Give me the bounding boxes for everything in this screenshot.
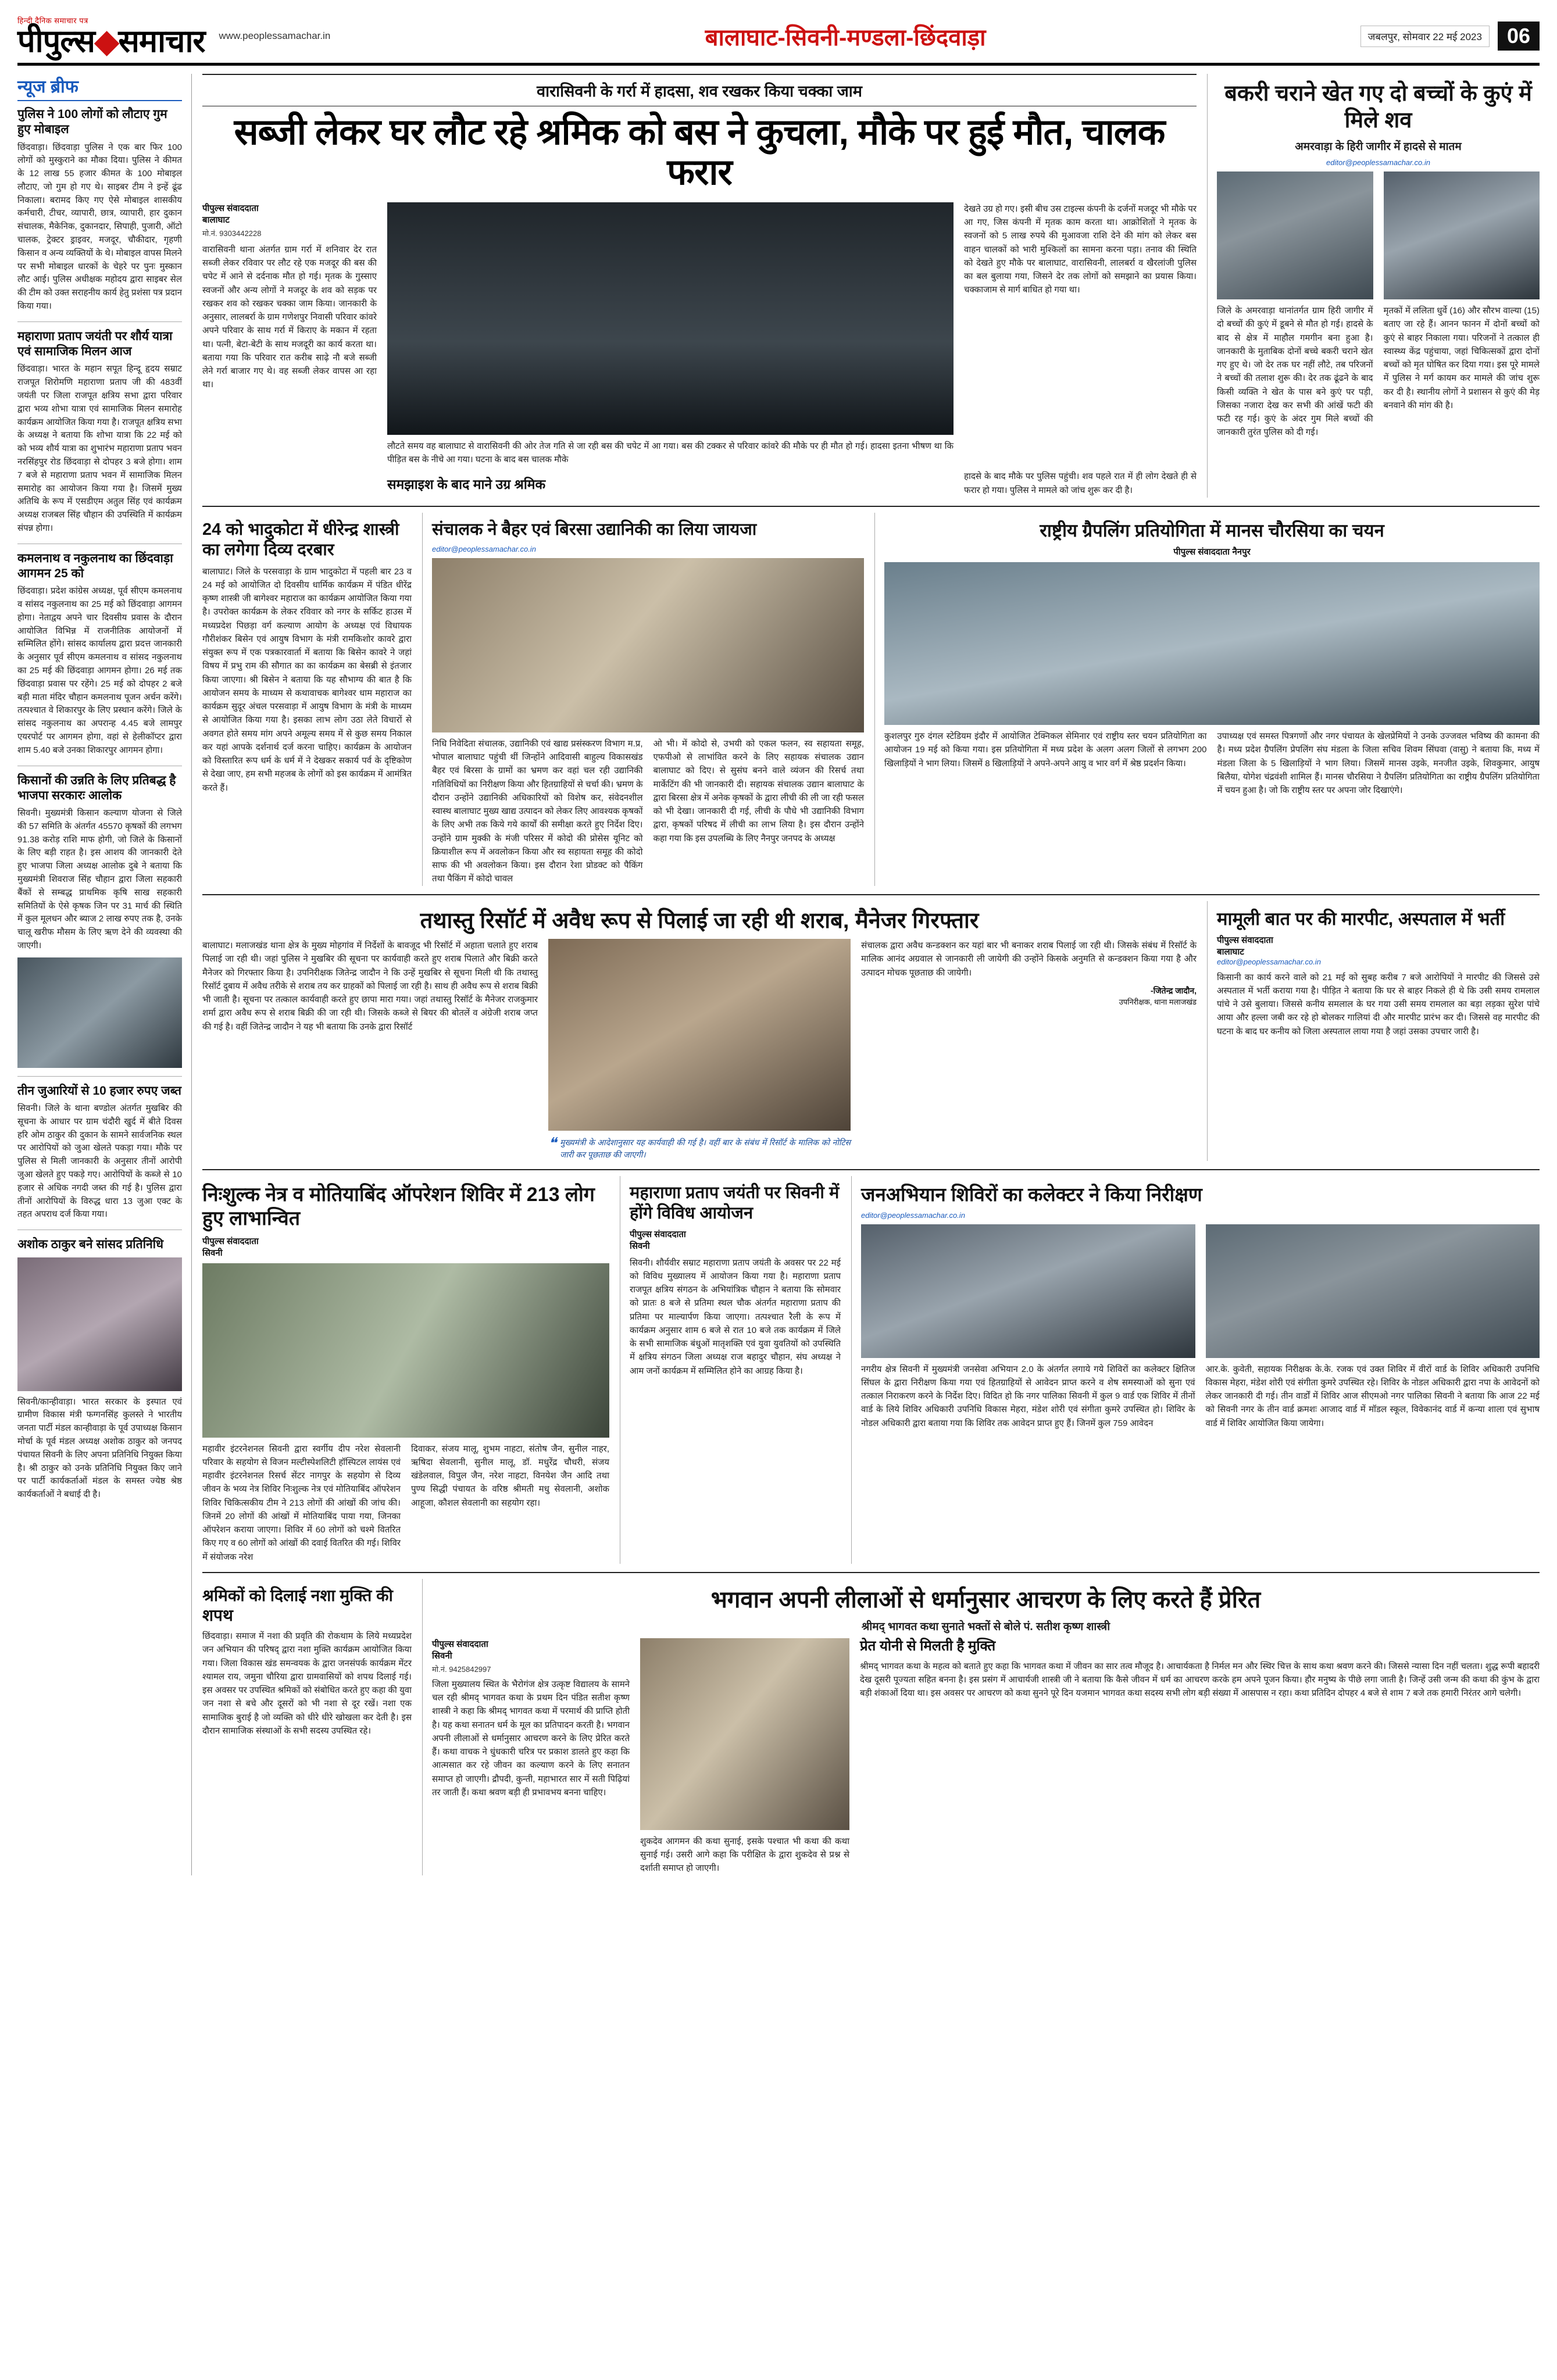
masthead-title: पीपुल्स◆समाचार [17, 24, 205, 59]
grappling-story[interactable] [874, 513, 1540, 886]
eye-camp-byline: पीपुल्स संवाददाता [202, 1236, 259, 1246]
brief-title: पुलिस ने 100 लोगों को लौटाए गुम हुए मोबाइल [17, 108, 167, 137]
lead-body-col3: देखते उग्र हो गए। इसी बीच उस टाइल्स कंपनी के दर्जनों मजदूर भी मौके पर आ गए, जिस कंपनी में मृतक काम करता था। आक्रोशितों ने मृतक के स्वजनों को 5 लाख रुपये की मुआवजा राशि देने की मांग को लेकर बस वाहन चालकों को भारी मुश्किलों का सामना करना पड़ा। तनाव की स्थिति को देखते हुए मौके पर बालाघाट, वारासिवनी, लालबर्रा व खैरलांजी पुलिस का बल बुलाया गया, जिसने देर तक लोगों को समझाने का प्रयास किया। चक्काजाम से मार्ग बाधित हो गया था। [964, 203, 1197, 295]
lead-sub-body: हादसे के बाद मौके पर पुलिस पहुंची। शव पहले रात में ही लोग देखते ही से फरार हो गया। पुलिस ने मामले को जांच शुरू कर दी है। [964, 471, 1197, 495]
eye-camp-body-col2: दिवाकर, संजय मालू, शुभम नाहटा, संतोष जैन, सुनील नाहर, ऋषिदा सेवलानी, सुनील मालू, डॉ. मधुरेंद्र चौधरी, संजय खंडेलवाल, विपुल जैन, नरेश नाहटा, विनयेश जैन आदि तथा पुण्य सिद्धी पंचायत के वरिष्ठ श्रीमती मधु सेवलानी, अशोक आहूजा, कौशल सेवलानी का सहयोग रहा। [411, 1443, 609, 1508]
masthead-website[interactable]: www.peoplessamachar.in [219, 30, 331, 41]
well-deaths-body [1217, 304, 1540, 439]
grappling-body [884, 730, 1540, 797]
grappling-photo [884, 562, 1540, 725]
katha-head: भगवान अपनी लीलाओं से धर्मानुसार आचरण के लिए करते हैं प्रेरित [710, 1586, 1261, 1613]
resort-raid-head: तथास्तु रिसॉर्ट में अवैध रूप से पिलाई जा रही थी शराब, मैनेजर गिरफ्तार [420, 908, 979, 933]
lead-headline: सब्जी लेकर घर लौट रहे श्रमिक को बस ने कुचला, मौके पर हुई मौत, चालक फरार [234, 112, 1165, 193]
masthead [17, 15, 1540, 66]
brief-photo-ashok-thakur [17, 1257, 182, 1391]
eye-camp-photo [202, 1263, 609, 1438]
brief-body: सिवनी/कान्हीवाड़ा। भारत सरकार के इस्पात एवं ग्रामीण विकास मंत्री फग्गनसिंह कुलस्ते ने भारतीय जनता पार्टी मंडल कान्हीवाड़ा के पूर्व उपाध्यक्ष किसान मोर्चा के पूर्व मंडल अध्यक्ष अशोक ठाकुर को जनपद पंचायत सिवनी के लिए अपना प्रतिनिधि नियुक्त किया है। श्री ठाकुर को उनके प्रतिनिधि नियुक्त किए जाने पर पार्टी कार्यकर्ताओं मंडल के समस्त ज्येष्ठ श्रेष्ठ कार्यकर्ताओं ने बधाई दी है। [17, 1396, 182, 1500]
eye-camp-byline-place: सिवनी [202, 1248, 223, 1258]
resort-raid-quote-text: मुख्यमंत्री के आदेशानुसार यह कार्यवाही की गई है। वहीं बार के संबंध में रिसॉर्ट के मालिक को नोटिस जारी कर पूछताछ की जाएगी। [560, 1138, 851, 1160]
well-body-col2: मृतकों में ललिता धुर्वे (16) और सौरभ वाल्या (15) बताए जा रहे हैं। आनन फानन में दोनों बच्चों को कुएं से बाहर निकाला गया। परिजनों ने तत्काल ही स्वास्थ्य केंद्र पहुंचाया, जहां चिकित्सकों द्वारा दोनों बच्चों को मृत घोषित कर दिया गया। इस पूरे मामले में पुलिस ने मर्ग कायम कर मामले की जांच शुरू कर दी है। स्थानीय लोगों ने प्रशासन से कुएं की मेड़ बनवाने की मांग की है। [1383, 306, 1540, 410]
director-visit-photo [432, 558, 864, 732]
masthead-editions [341, 20, 1349, 52]
minor-fight-byline-place: बालाघाट [1217, 946, 1244, 957]
news-brief-heading: न्यूज ब्रीफ [17, 74, 182, 101]
resort-raid-story[interactable] [202, 901, 1197, 1162]
brief-title: किसानों की उन्नति के लिए प्रतिबद्ध है भाजपा सरकारः आलोक [17, 773, 176, 802]
lead-body-col2: लौटते समय वह बालाघाट से वारासिवनी की ओर तेज गति से जा रही बस की चपेट में आ गया। बस की टक्कर से परिवार कांवरे की मौके पर ही मौत हो गई। हादसा इतना भीषण था कि पीड़ित बस के नीचे आ गया। घटना के बाद बस चालक मौके [387, 441, 954, 465]
lead-byline-place: बालाघाट [202, 215, 230, 225]
inspection-photos [861, 1224, 1540, 1358]
well-deaths-story[interactable] [1207, 74, 1540, 498]
director-visit-story[interactable] [422, 513, 864, 886]
well-deaths-head: बकरी चराने खेत गए दो बच्चों के कुएं में मिले शव [1224, 81, 1532, 133]
director-body-col2: ओ भी। में कोदो से, उभयी को एकल फलन, स्व सहायता समूह, एफपीओ से लाभांवित करने के लिए सहायक संचालक उद्यान बालाघाट को दिए। से सुसंघ बनने वाले व्यंजन की रिसर्च तथा मार्केटिंग की भी जानकारी दी। सहायक संचालक उद्यान बालाघाट के द्वारा बिरसा क्षेत्र में अनेक कृषकों के द्वारा लीची की ली जा रही फसल को भी देखा। जानकारी दी गई, लीची के पौधे भी उद्यानिकी विभाग द्वारा, कृषकों परिषद में लीची का लाभ लिया है। इस दौरान उन्होंने कहा गया कि इस उपलब्धि के लिए नैनपुर जनपद के अध्यक्ष [653, 738, 864, 844]
lead-body-grid [202, 202, 1197, 467]
katha-deck: श्रीमद् भागवत कथा सुनाते भक्तों से बोले पं. सतीश कृष्ण शास्त्री [861, 1620, 1110, 1633]
brief-photo-alok [17, 957, 182, 1068]
resort-raid-quote [548, 1134, 851, 1161]
katha-byline-place: सिवनी [432, 1650, 452, 1661]
lead-body-col1: वारासिवनी थाना अंतर्गत ग्राम गर्रा में शनिवार देर रात सब्जी लेकर रविवार पर लौट रहे एक मजदूर की बस की चपेट में आने से दर्दनाक मौत हो गई। मृतक के गुस्साए स्वजनों और अन्य लोगों ने मजदूर के शव को सड़क पर रखकर शव को रखकर चक्का जाम किया। जानकारी के अनुसार, लालबर्रा के ग्राम गणेशपुर निवासी परिवार कांवरे अपने परिवार के साथ गर्रा में किराए के मकान में रहता था। पत्नी, बेटा-बेटी के साथ मजदूरी का कार्य करता था। बताया गया कि परिवार रात करीब साढ़े नौ बजे सब्जी लेने गर्रा बाजार गए थे। वह सब्जी लेकर वापस आ रहा था। [202, 244, 377, 390]
lead-photo [387, 202, 954, 435]
inspection-body [861, 1363, 1540, 1430]
inspection-photo-2 [1206, 1224, 1540, 1358]
resort-sign-role: उपनिरीक्षक, थाना मलाजखंड [1119, 997, 1197, 1006]
well-deaths-deck: अमरवाड़ा के हिरी जागीर में हादसे से मातम [1295, 141, 1462, 153]
brief-item[interactable] [17, 1237, 182, 1502]
pratap-jayanti-story[interactable] [620, 1176, 841, 1564]
minor-fight-head: मामूली बात पर की मारपीट, अस्पताल में भर्ती [1217, 908, 1505, 929]
pratap-byline: पीपुल्स संवाददाता [630, 1229, 686, 1239]
lead-sub-head: समझाइश के बाद माने उग्र श्रमिक [387, 477, 546, 492]
katha-body-col2: शुकदेव आगमन की कथा सुनाई, इसके पश्चात भी कथा की कथा सुनाई गई। उसरी आगे कहा कि परीक्षित के द्वारा शुकदेव से प्रश्न से दर्शाती समाप्त हो जाएगी। [640, 1836, 849, 1874]
katha-photo [640, 1638, 849, 1830]
brief-body: सिवनी। जिले के थाना बण्डोल अंतर्गत मुखबिर की सूचना के आधार पर ग्राम चंदौरी खुर्द में बीते दिवस हरि ओम ठाकुर की दुकान के सामने सार्वजनिक स्थल पर आरोपियों को जुआ खेलते पकड़ा गया। मौके पर पुलिस से मिली जानकारी के अनुसार तीनों आरोपी जुआ खेलते हुए पकड़े गए। आरोपियों के कब्जे से 10 हजार से अधिक नगदी जब्त की गई है। पुलिस द्वारा तीनों आरोपियों के विरुद्ध धारा 13 जुआ एक्ट के तहत अपराध दर्ज किया गया। [17, 1103, 182, 1220]
bhadkota-story[interactable] [202, 513, 412, 886]
brief-item[interactable] [17, 773, 182, 1068]
resort-raid-photo [548, 939, 851, 1131]
grappling-body-col1: कुशलपुर गुरु दंगल स्टेडियम इंदौर में आयोजित टेक्निकल सेमिनार एवं राष्ट्रीय स्तर चयन प्रतियोगिता का आयोजन 19 मई को किया गया। इस प्रतियोगिता में मध्य प्रदेश के अलग अलग जिलों से लगभग 200 खिलाड़ियों ने भाग लिया। जिसमें 8 खिलाड़ियों ने अपने-अपने आयु व भार वर्ग में श्रेष्ठ प्रदर्शन किया। [884, 731, 1207, 769]
brief-item[interactable] [17, 1084, 182, 1221]
well-body-col1: जिले के अमरवाड़ा थानांतर्गत ग्राम हिरी जागीर में दो बच्चों की कुएं में डूबने से मौत हो गई। हादसे के बाद से क्षेत्र में माहौल गमगीन बना हुआ है। जानकारी के मुताबिक दोनों बच्चे बकरी चराने खेत गए हुए थे। जो देर तक घर नहीं लौटे, तब परिजनों ने बच्चों की तलाश शुरू की। देर तक ढूंढने के बाद किसी व्यक्ति ने खेत के पास बने कुएं पर पड़ी, जिसका नजारा देख कर सभी की आंखें फटी की फटी रह गई। कुएं के अंदर गुम मिले बच्चों की जानकारी तुरंत पुलिस को दी गई। [1217, 306, 1373, 438]
pratap-jayanti-head: महाराणा प्रताप जयंती पर सिवनी में होंगे विविध आयोजन [630, 1184, 840, 1223]
quote-icon: ❝ [548, 1134, 556, 1152]
well-deaths-photos [1217, 171, 1540, 299]
masthead-editions-text: बालाघाट-सिवनी-मण्डला-छिंदवाड़ा [705, 24, 986, 51]
eye-camp-body [202, 1442, 609, 1564]
brief-title: महाराणा प्रताप जयंती पर शौर्य यात्रा एवं सामाजिक मिलन आज [17, 329, 173, 359]
lead-byline: पीपुल्स संवाददाता [202, 203, 259, 213]
brief-body: छिंदवाड़ा। प्रदेश कांग्रेस अध्यक्ष, पूर्व सीएम कमलनाथ व सांसद नकुलनाथ का 25 मई को छिंदवाड़ा आगमन होगा। नेताद्वय अपने चार दिवसीय प्रवास के दौरान आयोजित विभिन्न में राजनीतिक आयोजनों में सम्मिलित होंगे। सांसद कार्यालय द्वारा प्रदत्त जानकारी के अनुसार पूर्व सीएम कमलनाथ व सांसद नकुलनाथ का 25 मई की छिंदवाड़ा आगमन होगा। 26 मई तक छिंदवाड़ा प्रवास पर रहेंगे। 25 मई को दोपहर 2 बजे बड़ी माता मंदिर चौहान कमलनाथ पूजन अर्चन करेंगे। तत्पश्चात वे शिकारपुर के लिए प्रस्थान करेंगे। जिले के सांसद नकुलनाथ का अपरान्ह 4.45 बजे लामपुर एयरपोर्ट पर आगमन होगा, वहां से हेलीकॉप्टर द्वारा शाम 5.40 बजे उनका शिकारपुर आगमन होगा। [17, 586, 182, 755]
inspection-photo-1 [861, 1224, 1195, 1358]
minor-fight-byline: पीपुल्स संवाददाता [1217, 935, 1273, 945]
pledge-head: श्रमिकों को दिलाई नशा मुक्ति की शपथ [202, 1586, 393, 1624]
katha-body-col3: श्रीमद् भागवत कथा के महत्व को बताते हुए कहा कि भागवत कथा में जीवन का सार तत्व मौजूद है। आचार्यकता है निर्मल मन और स्थिर चित्त के साथ कथा श्रवण करने की। जिससे न्यासा दिन नहीं चलता। शुद्ध रूपी बहादरी देख दूसरी पूज्यता सहित बनना है। इस प्रसंग में आचार्यजी शास्त्री जी ने बताया कि कैसे जीवन में धर्म का आचरण करके हम अपने पूजन किया। हौर मनुष्य के पीछे लगा जाती है। जिन्हें उसी जन्म की कथा की कुंभ के द्वारा बड़ी शंकाओं दिया था। इस अवसर पर आचरण को कथा सुनने पूरे दिन यजमान भागवत कथा सदस्य सभी लोग बड़ी संख्या में आसपास न रहा। कथा प्रतिदिन दोपहर 4 बजे से शाम 7 बजे तक हमारी निरंतर आगे चलेगी। [860, 1661, 1540, 1699]
resort-raid-signoff [861, 985, 1197, 1007]
katha-body-col1: जिला मुख्यालय स्थित के भैरोगंज क्षेत्र उत्कृष्ट विद्यालय के सामने चल रही श्रीमद् भागवत कथा के प्रथम दिन पंडित सतीश कृष्ण शास्त्री ने कहा कि श्रीमद् भागवत कथा में परमार्थ की प्राप्ति होती है। यह कथा सनातन धर्म के मूल का प्रतिपादन करती है। भगवान अपनी लीलाओं से धर्मानुसार आचरण करने के लिए प्रेरित करते हैं। कथा वाचक ने धुंधकारी चरित्र पर प्रकाश डालते हुए कहा कि आत्मसात कर रहे जीवन का कल्याण करने के लिए सनातन समाप्त हो जाएगी। द्रौपदी, कुन्ती, महाभारत सार में सती पिढ़ियां तर जाती हैं। कथा श्रवण बड़ी ही प्रभावभय बनना चाहिए। [432, 1679, 630, 1797]
lead-col-2 [387, 202, 954, 467]
katha-grid [432, 1638, 1540, 1875]
third-row [202, 894, 1540, 1162]
bhadkota-head: 24 को भादुकोटा में धीरेन्द्र शास्त्री का लगेगा दिव्य दरबार [202, 520, 399, 559]
masthead-tagline: हिन्दी दैनिक समाचार पत्र [17, 16, 88, 25]
eye-camp-head: निःशुल्क नेत्र व मोतियाबिंद ऑपरेशन शिविर में 213 लोग हुए लाभान्वित [202, 1184, 595, 1230]
minor-fight-body: किसानी का कार्य करने वाले को 21 मई को सुबह करीब 7 बजे आरोपियों ने मारपीट की जिससे उसे अस्पताल में भर्ती कराया गया है। पीड़ित ने बताया कि घर से बाहर निकले ही थे कि उसी समय रामलाल पांचे ने उसे बुलाया। जिससे कनीय समलाल के घर गया उसी समय रामलाल का बड़ा लड़का सुरेश पांचे आया और हल्ला जबी कर रहे हो बोलकर गालियां दी और मारपीट प्रारंभ कर दी। जिससे वह मारपीट की घटना के बाद घर कनीय को जिला अस्पताल लाया गया है जहां उसका उपचार जारी है। [1217, 972, 1540, 1037]
well-deaths-email[interactable]: editor@peoplessamachar.co.in [1326, 158, 1430, 167]
well-photo-1 [1217, 171, 1373, 299]
masthead-logo [17, 15, 205, 57]
lead-col-3 [964, 202, 1197, 467]
lead-subsection [202, 470, 1197, 498]
minor-fight-email[interactable]: editor@peoplessamachar.co.in [1217, 957, 1321, 966]
lead-col-1 [202, 202, 377, 467]
masthead-right [1360, 22, 1540, 51]
page-number: 06 [1498, 22, 1540, 51]
inspection-story[interactable] [851, 1176, 1540, 1564]
brief-item[interactable] [17, 329, 182, 535]
bhadkota-body: बालाघाट। जिले के परसवाड़ा के ग्राम भादुकोटा में पहली बार 23 व 24 मई को आयोजित दो दिवसीय धार्मिक कार्यक्रम में पंडित धीरेंद्र कृष्ण शास्त्री जी बागेश्वर महाराज का कार्यक्रम आयोजित किया गया है। उपरोक्त कार्यक्रम के लेकर रविवार को नगर के सर्किट हाउस में मध्यप्रदेश पिछड़ा वर्ग कल्याण आयोग के अध्यक्ष एवं विधायक गौरीशंकर बिसेन एवं आयुष विभाग के मंत्री रामकिशोर कावरे द्वारा संयुक्त रूप में एक पत्रकारवार्ता में बताया कि बिसेन कावरे ने जहां विषय में प्रभु राम की सौगात का का कार्यक्रम का बेसब्री से इंतजार किया जाएगा। श्री बिसेन ने बताया कि यह सौभाग्य की बात है कि आयोजन समय के माध्यम से कथावाचक बागेश्वर धाम महाराज का कार्यक्रम सुदूर अंचल परसवाड़ा में आयुष विभाग के मंत्री के माध्यम से आयोजित किया गया है। इसका लाभ लोग उठा लेते विचारों से अवगत होते समय मांग अपने अमूल्य समय में से कुछ समय निकाल कर यहां आपके दर्शनार्थ दर्ज करना चाहिए। कार्यक्रम के आयोजन को विस्तारित रूप धर्म के धर्म में ने देखकर सकार्य पर्व के दृष्टिकोण से देखा जाए, हम सभी महजब के लोगों को इस कार्यक्रम में आमंत्रित करते हैं। [202, 566, 412, 793]
resort-raid-grid [202, 939, 1197, 1161]
pratap-byline-place: सिवनी [630, 1241, 650, 1251]
director-visit-email[interactable]: editor@peoplessamachar.co.in [432, 544, 536, 553]
masthead-title-part2: समाचार [118, 24, 205, 59]
brief-title: अशोक ठाकुर बने सांसद प्रतिनिधि [17, 1238, 164, 1252]
brief-body: छिंदवाड़ा। भारत के महान सपूत हिन्दू हृदय सम्राट राजपूत शिरोमणि महाराणा प्रताप जी की 483वीं जयंती पर जिला राजपूत क्षत्रिय सभा द्वारा परिवार द्वारा भव्य शोभा यात्रा एवं सामाजिक मिलन समारोह कार्यक्रम आयोजित किया गया है। राजपूत क्षत्रिय सभा के अध्यक्ष ने बताया कि शोभा यात्रा कि 22 मई को को भव्य शौर्य यात्रा का शुभारंभ महाराणा प्रताप भवन नरसिंहपुर रोड छिंदवाड़ा से दोपहर 3 बजे होगा। शाम 7 बजे से महाराणा प्रताप भवन में सामाजिक मिलन समारोह का आयोजन किया गया है। जिसमें मुख्य अतिथि के रूप में एसडीएम अतुल सिंह एवं कार्यक्रम अध्यक्ष राजबल सिंह चौहान की उपस्थिति में कार्यक्रम संपन्न होगा। [17, 364, 182, 533]
grappling-head: राष्ट्रीय ग्रैपलिंग प्रतियोगिता में मानस चौरसिया का चयन [1040, 520, 1384, 541]
main-content-column [192, 74, 1540, 1875]
brief-title: कमलनाथ व नकुलनाथ का छिंदवाड़ा आगमन 25 को [17, 551, 173, 580]
director-body-col1: निधि निवेदिता संचालक, उद्यानिकी एवं खाद्य प्रसंस्करण विभाग म.प्र, भोपाल बालाघाट पहुंची थीं जिन्होंने आदिवासी बाहुल्य विकासखंड बैहर एवं बिरसा के ग्रामों का भ्रमण कर वहां चल रही उद्यानिकी गतिविधियों का निरीक्षण किया और हितग्राहियों से चर्चा की। भ्रमण के दौरान उन्होंने उद्यानिकी अधिकारियों को विशेष कर, संवेदनशील स्वास्थ बालाघाट मुख्य खाद्य उत्पादन को लेकर लिए आवश्यक कृषकों के लिए अभी तक किये गये कार्यों की समीक्षा करते हुए निर्देश दिए। उन्होंने ग्राम मुक्की के मंजी परिसर में कोदो की प्रोसेस यूनिट को क्रियाशील रूप में अवलोकन किया और स्व सहायता समूह की कोदो साफ की भी अवलोकन किया। इस दौरान रेशा प्रोडक्ट को पैकिंग तथा पैकिंग में कोदो चावल [432, 738, 643, 884]
news-brief-column [17, 74, 192, 1875]
katha-byline: पीपुल्स संवाददाता [432, 1639, 488, 1649]
inspection-email[interactable]: editor@peoplessamachar.co.in [861, 1210, 965, 1220]
brief-body: सिवनी। मुख्यमंत्री किसान कल्याण योजना से जिले की 57 समिति के अंतर्गत 45570 कृषकों की लगभग 91.38 करोड़ राशि माफ होगी, जो जिले के किसानों के लिए बड़ी राहत है। इस आशय की जानकारी देते हुए भाजपा जिला अध्यक्ष आलोक दुबे ने बताया कि मुख्यमंत्री शिवराज सिंह चौहान द्वारा जिला सहकारी बैंकों से सम्बद्ध प्राथमिक कृषि साख सहकारी समितियों के ऐसे कृषक जिन पर 31 मार्च की स्थिति में कुल मूलधन और ब्याज 2 लाख रुपए तक है, उनके चालू खरीफ मौसम के लिए ऋण देने की व्यवस्था की जाएगी। [17, 808, 182, 951]
lead-story[interactable] [202, 74, 1197, 498]
second-row [202, 506, 1540, 886]
resort-body-col2: संचालक द्वारा अवैध कन्डक्शन कर यहां बार भी बनाकर शराब पिलाई जा रही थी। जिसके संबंध में रिसॉर्ट के मालिक आनंद अग्रवाल से जानकारी ली जायेगी की उन्होंने किसके अनुमति से कन्डक्शन किया गया है और उत्पादन मोचक पूछताछ की जायेगी। [861, 941, 1197, 978]
grappling-byline: पीपुल्स संवाददाता [1173, 547, 1230, 558]
brief-title: तीन जुआरियों से 10 हजार रुपए जब्त [17, 1084, 181, 1098]
fourth-row [202, 1169, 1540, 1564]
director-visit-head: संचालक ने बैहर एवं बिरसा उद्यानिकी का लिया जायजा [432, 520, 757, 539]
brief-item[interactable] [17, 551, 182, 757]
divider [17, 1076, 182, 1077]
brief-item[interactable] [17, 107, 182, 313]
inspection-body-col1: नगरीय क्षेत्र सिवनी में मुख्यमंत्री जनसेवा अभियान 2.0 के अंतर्गत लगाये गये शिविरों का कलेक्टर क्षितिज सिंघल के द्वारा निरीक्षण किया गया एवं हितग्राहियों से आवेदन प्राप्त करने व शेष समस्याओं को सुना एवं तत्काल निराकरण करने के निर्देश दिए। विदित हो कि नगर पालिका सिवनी में कुल 9 वार्ड एक शिविर में तीनों वार्ड के लिये शिविर अधिकारी उपनिधि विकास मेहरा, मंडेश शोरी एवं संगीता कुमरे उपस्थित हो। शिविर के नोडल अधिकारी द्वारा बताया गया कि शिविर तक आवेदन प्राप्त हुए हैं। जिनमें कुल 759 आवेदन [861, 1364, 1195, 1428]
grappling-byline-place: नैनपुर [1232, 547, 1251, 558]
lead-phone: मो.नं. 9303442228 [202, 228, 262, 238]
resort-body-col1: बालाघाट। मलाजखंड थाना क्षेत्र के मुख्य मोहगांव में निर्देशों के बावजूद भी रिसॉर्ट में अहाता चलाते हुए शराब पिलाई जा रही थी। जहां पुलिस ने मुखबिर की सूचना पर कार्यवाही करते हुए शराब पिलाते और बिक्री करते मैनेजर को गिरफ्तार किया है। उपनिरीक्षक जितेन्द्र जादौन ने कि उन्हें मुखबिर से सूचना मिली थी कि तथास्तु रिसॉर्ट दुबाय में अवैध तरीके से शराब तय कर ग्राहकों को पिलाई जा रही है। साथ ही अवैध रूप से शराब बिक्री भी जाती है। सूचना पर तत्काल कार्यवाही करते हुए छापा मारा गया। जहां तथास्तु रिसॉर्ट के मैनेजर राजकुमार शर्मा द्वारा अवैध रूप से शराब बिक्री की जा रही थी। जिसके कब्जे से बियर की बोतलें व अंग्रेजी शराब जप्त की गई है। वहीं जितेन्द्र जादौन ने यह भी बताया कि उनके द्वारा रिसॉर्ट [202, 941, 538, 1032]
grappling-body-col2: उपाध्यक्ष एवं समस्त पित्रगणों और नगर पंचायत के खेलप्रेमियों ने उनके उज्जवल भविष्य की कामना की है। मध्य प्रदेश ग्रैपलिंग प्रेपलिंग संघ मंडला के जिला सचिव शिवम सिंघवा (वासु) ने बताया कि, मध्य में मंडला जिला के 5 खिलाड़ियों ने भाग लिया। जिसमें मानस उइके, मनजीत उइके, शिवकुमार, आयुष बिलैया, योगेश चंद्रवंशी शामिल हैं। मानस चौरसिया ने ग्रैपलिंग प्रतियोगिता का राष्ट्रीय ग्रैपलिंग प्रतियोगिता में चयन हुआ है। जो कि राष्ट्रीय स्तर पर अपना जोर दिखाएंगे। [1217, 731, 1540, 796]
masthead-dateline: जबलपुर, सोमवार 22 मई 2023 [1360, 26, 1490, 47]
masthead-title-part1: पीपुल्स [17, 24, 95, 59]
lead-kicker: वारासिवनी के गर्रा में हादसा, शव रखकर किया चक्का जाम [202, 74, 1197, 106]
top-row [202, 74, 1540, 498]
katha-story[interactable] [422, 1579, 1540, 1875]
katha-sub-head: प्रेत योनी से मिलती है मुक्ति [860, 1638, 996, 1654]
inspection-head: जनअभियान शिविरों का कलेक्टर ने किया निरीक्षण [861, 1184, 1202, 1206]
resort-sign-name: -जितेन्द्र जादौन, [1150, 985, 1197, 995]
eye-camp-body-col1: महावीर इंटरनेशनल सिवनी द्वारा स्वर्गीय दीप नरेश सेवलानी परिवार के सहयोग से विजन मल्टीस्पेशलिटी हॉस्पिटल लायंस एवं महावीर इंटरनेशनल रिसर्च सेंटर नागपुर के सहयोग से दिव्य जीवन के भव्य नेत्र शिविर निःशुल्क नेत्र एवं मोतियाबिंद ऑपरेशन शिविर चिकित्सकीय टीम ने 213 लोगों की आंखों की जांच की। जिनमें 20 लोगों की आंखों में मोतियाबिंद पाया गया, जिनका ऑपरेशन कराया जाएगा। शिविर में 60 लोगों को चश्मे वितरित किए गए व 60 लोगों को आंखों की दवाई वितरित की गई। शिविर में संयोजक नरेश [202, 1443, 401, 1562]
pledge-story[interactable] [202, 1579, 412, 1875]
inspection-body-col2: आर.के. कुवेती, सहायक निरीक्षक के.के. रजक एवं उक्त शिविर में वीरों वार्ड के शिविर अधिकारी उपनिधि विकास मेहरा, मंडेश शोरी एवं संगीता कुमरे उपस्थित रहे। शिविर के नोडल अधिकारी द्वारा नपा के आवेदनों को लेकर जानकारी दी गई। तीन वार्डों में शिविर आज सीएमओ नगर पालिका सिवनी ने बताया कि आज 22 मई को सिवनी नगर के तीन वार्ड क्रमशः आजाद वार्ड में मॉडल स्कूल, विवेकानंद वार्ड में कन्या शाला एवं सुभाष वार्ड में शिविर आयोजित किया जायेगा। [1205, 1364, 1540, 1428]
pledge-body: छिंदवाड़ा। समाज में नशा की प्रवृति की रोकथाम के लिये मध्यप्रदेश जन अभियान की परिषद् द्वारा नशा मुक्ति कार्यक्रम आयोजित किया गया। जिला विकास खंड समन्वयक के द्वारा जनसंपर्क कार्यक्रम मेंटर श्यामल राय, जमुना चौरिया द्वारा ग्रामवासियों को शपथ दिलाई गई। इस अवसर पर उपस्थित श्रमिकों को संबोधित करते हुए कहा की युवा जन नशा से बचे और दूसरों को भी नशा से दूर रखें। नशा एक सामाजिक बुराई है जो व्यक्ति को धीरे धीरे खोखला कर देती है। इस दौरान सामाजिक संस्थाओं के सभी सदस्य उपस्थित रहे। [202, 1631, 412, 1736]
well-photo-2 [1384, 171, 1540, 299]
pratap-body: सिवनी। शौर्यवीर सम्राट महाराणा प्रताप जयंती के अवसर पर 22 मई को विविध मुख्यालय में आयोजन किया गया है। महाराणा प्रताप राजपूत क्षत्रिय संगठन के अभियांत्रिक चौहान ने बताया कि सोमवार को प्रातः 8 बजे से प्रतिमा स्थल चौक अंतर्गत महाराणा प्रताप की प्रतिमा पर माल्यार्पण किया जाएगा। तत्पश्चात रैली के रूप में कार्यक्रम अनुसार शाम 6 बजे से रात 10 बजे तक कार्यक्रम में जिले के सभी सामाजिक बंधुओं मातृशक्ति एवं युवा युवतियों को उपस्थिति में क्षत्रिय संगठन जिला अध्यक्ष राज बहादुर चौहान, संघ अध्यक्ष ने आम जनों कार्यक्रम में सम्मिलित होने का आग्रह किया है। [630, 1257, 841, 1376]
divider [17, 321, 182, 322]
brief-body: छिंदवाड़ा। छिंदवाड़ा पुलिस ने एक बार फिर 100 लोगों को मुस्कुराने का मौका दिया। पुलिस ने कीमत के 12 लाख 55 हजार कीमत के 100 मोबाइल लौटाए, जो गुम हो गए थे। साइबर टीम ने इन्हें ढूंढ निकाला। बरामद किए गए ऐसे मोबाइल शासकीय कर्मचारी, टीचर, व्यापारी, छात्र, व्यापारी, हार दुकान संचालक, मैकेनिक, दुकानदार, सिपाही, पुजारी, ऑटो चालक, ट्रेक्टर ड्राइवर, मजदूर, चौकीदार, गृहणी किसान व अन्य व्यक्तियों के थे। मोबाइल वापस मिलने पर सभी मोबाइल धारकों के चेहरे पर पुनः मुस्कान लौट आई। पुलिस अधीक्षक महोदय द्वारा साइबर सेल की टीम को उक्त सराहनीय कार्य हेतु प्रशंसा पत्र प्रदान किया गया। [17, 142, 182, 312]
eye-camp-story[interactable] [202, 1176, 609, 1564]
director-visit-body [432, 737, 864, 886]
katha-phone: मो.नं. 9425842997 [432, 1664, 491, 1674]
page-grid [17, 74, 1540, 1875]
minor-fight-story[interactable] [1207, 901, 1540, 1162]
fifth-row [202, 1572, 1540, 1875]
